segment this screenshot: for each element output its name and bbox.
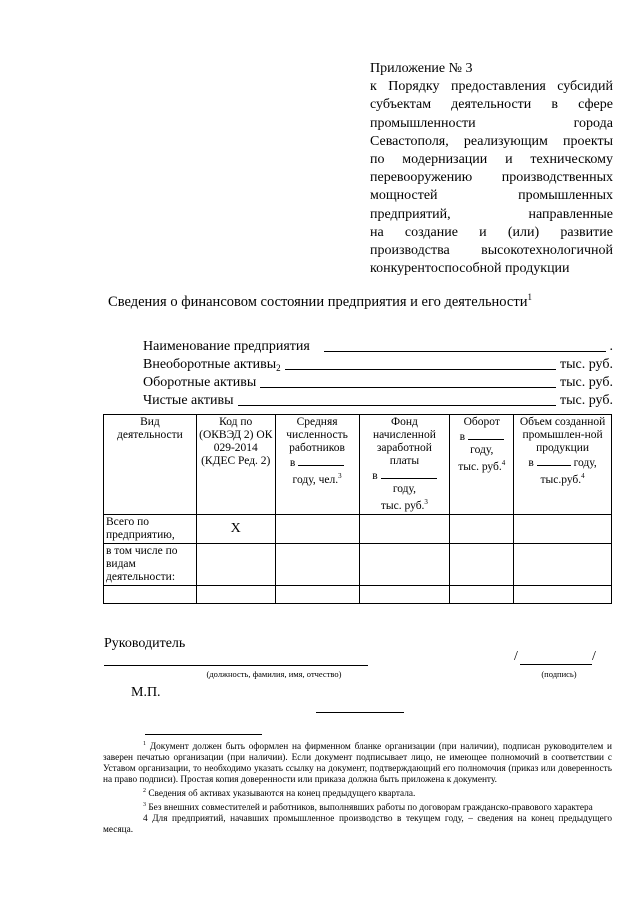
annex-line: на создание и (или) развитие [370,224,613,240]
field-unit: тыс. руб. [560,357,613,372]
signature-slash-right: / [592,649,596,664]
field-label: Внеоборотные активы [143,357,277,372]
field-net-assets [143,391,613,409]
row-label-by-activity: в том числе по видам деятельности: [104,543,197,585]
table-cell[interactable] [514,585,612,603]
field-end: . [609,339,613,354]
table-cell[interactable] [450,543,514,585]
header-industrial-output: Объем созданной промышлен-ной продукции в году, тыс.руб.$^4$ [514,415,612,515]
table-cell[interactable] [275,514,359,543]
table-cell[interactable] [450,514,514,543]
annex-header [370,60,613,278]
title-text: Сведения о финансовом состоянии предприятия и его деятельности [108,293,528,310]
activity-table [103,414,612,604]
header-turnover: Оборот в году, тыс. руб.$^4$ [450,415,514,515]
header-avg-employees: Средняя численность работников в году, чел.$^3$ [275,415,359,515]
footnote-ref: 2 [276,363,281,373]
position-caption: (должность, фамилия, имя, отчество) [206,669,342,679]
stamp-label: М.П. [131,685,161,700]
table-cell[interactable] [514,514,612,543]
footnote-4: 4 Для предприятий, начавших промышленное производство в текущем году, – сведения на конец предыдущего месяца. [103,814,612,836]
field-label: Чистые активы [143,393,234,408]
annex-line: Севастополя, реализующим проекты [370,133,613,149]
annex-line: к Порядку предоставления субсидий [370,79,613,95]
field-label: Наименование предприятия [143,339,310,354]
signature-slash-left: / [514,649,518,664]
table-cell[interactable] [275,585,359,603]
annex-line: перевооружению производственных [370,170,613,186]
current-assets-input-line[interactable] [260,387,556,388]
footnotes [103,739,612,836]
head-label: Руководитель [104,636,186,651]
field-noncurrent-assets [143,355,613,373]
annex-line: Приложение № 3 [370,61,473,76]
footnote-1: $^1$ Документ должен быть оформлен на фирменном бланке организации (при наличии), подписан руководителем и заверен печатью организации (при наличии). Если документ подписывает лицо, не имеющее полномочий в соответствии с Уставом организации, то необходимо указать ссылку на документ, подтверждающий его полномочия (приказ или доверенность на право подписи). Простая копия доверенности или приказа должна быть приложена к документу. [103,741,612,786]
header-okved-code: Код по (ОКВЭД 2) ОК 029-2014 (КДЕС Ред. 2) [196,415,275,515]
table-cell[interactable] [196,543,275,585]
annex-line: конкурентоспособной продукции [370,261,570,277]
annex-line: производства высокотехнологичной [370,243,613,259]
title-footnote-ref: 1 [527,292,532,302]
table-cell[interactable] [104,585,197,603]
field-current-assets [143,373,613,391]
signature-input-line[interactable] [520,664,592,665]
annex-line: субъектам деятельности в сфере [370,97,613,113]
table-header-row [104,415,612,515]
table-cell[interactable] [450,585,514,603]
signature-caption: (подпись) [541,669,577,679]
field-unit: тыс. руб. [560,393,613,408]
field-company-name [143,337,613,355]
table-row [104,514,612,543]
table-cell[interactable] [359,585,450,603]
table-cell[interactable] [359,543,450,585]
footnote-3: $^3$ Без внешних совместителей и работников, выполнявших работы по договорам гражданско-правового характера [143,802,593,814]
table-row [104,543,612,585]
header-activity-type: Вид деятельности [104,415,197,515]
document-title [0,292,640,311]
row-code-x: X [196,514,275,543]
annex-line: мощностей промышленных [370,188,613,204]
footnote-separator [145,734,262,735]
annex-line: предприятий, направленные [370,206,613,222]
table-cell[interactable] [196,585,275,603]
table-cell[interactable] [514,543,612,585]
net-assets-input-line[interactable] [238,405,556,406]
table-cell[interactable] [275,543,359,585]
table-row [104,585,612,603]
field-unit: тыс. руб. [560,375,613,390]
stamp-line [316,712,404,713]
header-payroll-fund: Фонд начисленной заработной платы в году, тыс. руб.$^3$ [359,415,450,515]
row-label-total: Всего по предприятию, [104,514,197,543]
position-input-line[interactable] [104,665,368,666]
table-cell[interactable] [359,514,450,543]
annex-line: промышленности города [370,115,613,131]
footnote-2: $^2$ Сведения об активах указываются на конец предыдущего квартала. [143,788,416,800]
company-name-input-line[interactable] [324,351,606,352]
noncurrent-assets-input-line[interactable] [285,369,556,370]
annex-line: по модернизации и техническому [370,152,613,168]
field-label: Оборотные активы [143,375,257,390]
